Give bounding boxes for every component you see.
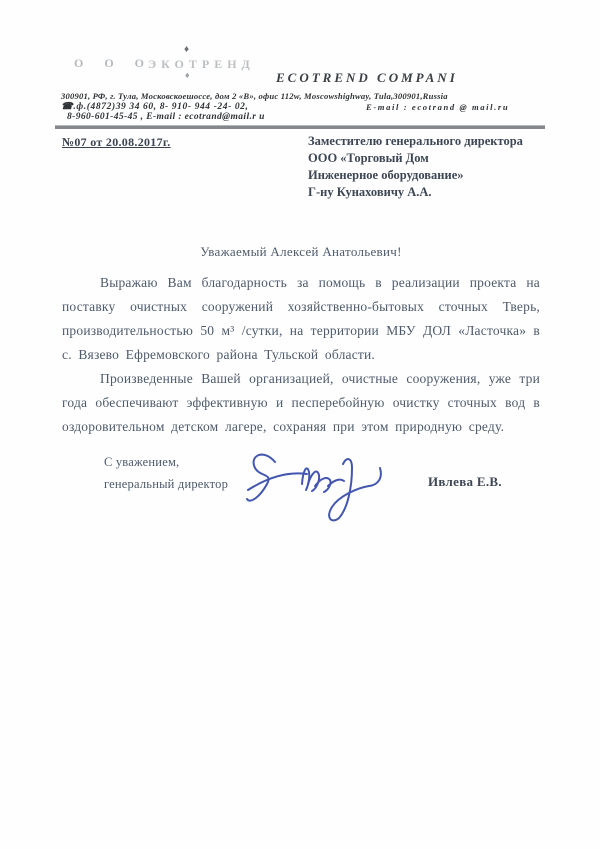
recipient-line: ООО «Торговый Дом <box>308 151 429 165</box>
handwritten-signature <box>245 440 405 545</box>
company-email-right: E-mail : ecotrand @ mail.ru <box>366 102 510 112</box>
company-phone-line2: 8-960-601-45-45 , E-mail : ecotrand@mail.r u <box>67 112 265 122</box>
recipient-block <box>308 133 568 201</box>
recipient-line: Инженерное оборудование» <box>308 168 464 182</box>
body-paragraph-1: Выражаю Вам благодарность за помощь в реализации проекта на поставку очистных сооружений хозяйственно-бытовых сточных Тверь, производительностью 50 м³ /сутки, на территории МБУ ДОЛ «Ласточка» в с. Вязево Ефремовского района Тульской области. <box>62 275 540 362</box>
reference-number-date: №07 от 20.08.2017г. <box>62 135 171 149</box>
closing-line-2: генеральный директор <box>104 477 229 491</box>
header-separator-line <box>55 125 545 129</box>
recipient-line: Заместителю генерального директора <box>308 134 523 148</box>
logo-diamond-icon: ♦ <box>184 44 190 55</box>
logo-diamond-icon: ♦ <box>185 70 190 80</box>
company-address: 300901, РФ, г. Тула, Московскоешоссе, дом 2 «В», офис 112w, Moscowshighway, Tula,300901,Russia <box>61 91 448 101</box>
logo-ooo-text: О О О <box>74 56 154 70</box>
salutation: Уважаемый Алексей Анатольевич! <box>200 244 402 259</box>
closing-line-1: С уважением, <box>104 455 180 469</box>
company-name-english: ECOTREND COMPANI <box>276 70 458 85</box>
signatory-name: Ивлева Е.В. <box>428 474 502 489</box>
logo-company-name: ЭКОТРЕНД <box>148 57 255 71</box>
body-paragraph-2: Произведенные Вашей организацией, очистные сооружения, уже три года обеспечивают эффективную и песперебойную очистку сточных вод в оздоровительном детском лагере, сохраняя при этом природную среду. <box>62 371 540 434</box>
recipient-line: Г-ну Кунаховичу А.А. <box>308 185 432 199</box>
company-phone-line1: ☎.ф.(4872)39 34 60, 8- 910- 944 -24- 02, <box>61 102 249 112</box>
